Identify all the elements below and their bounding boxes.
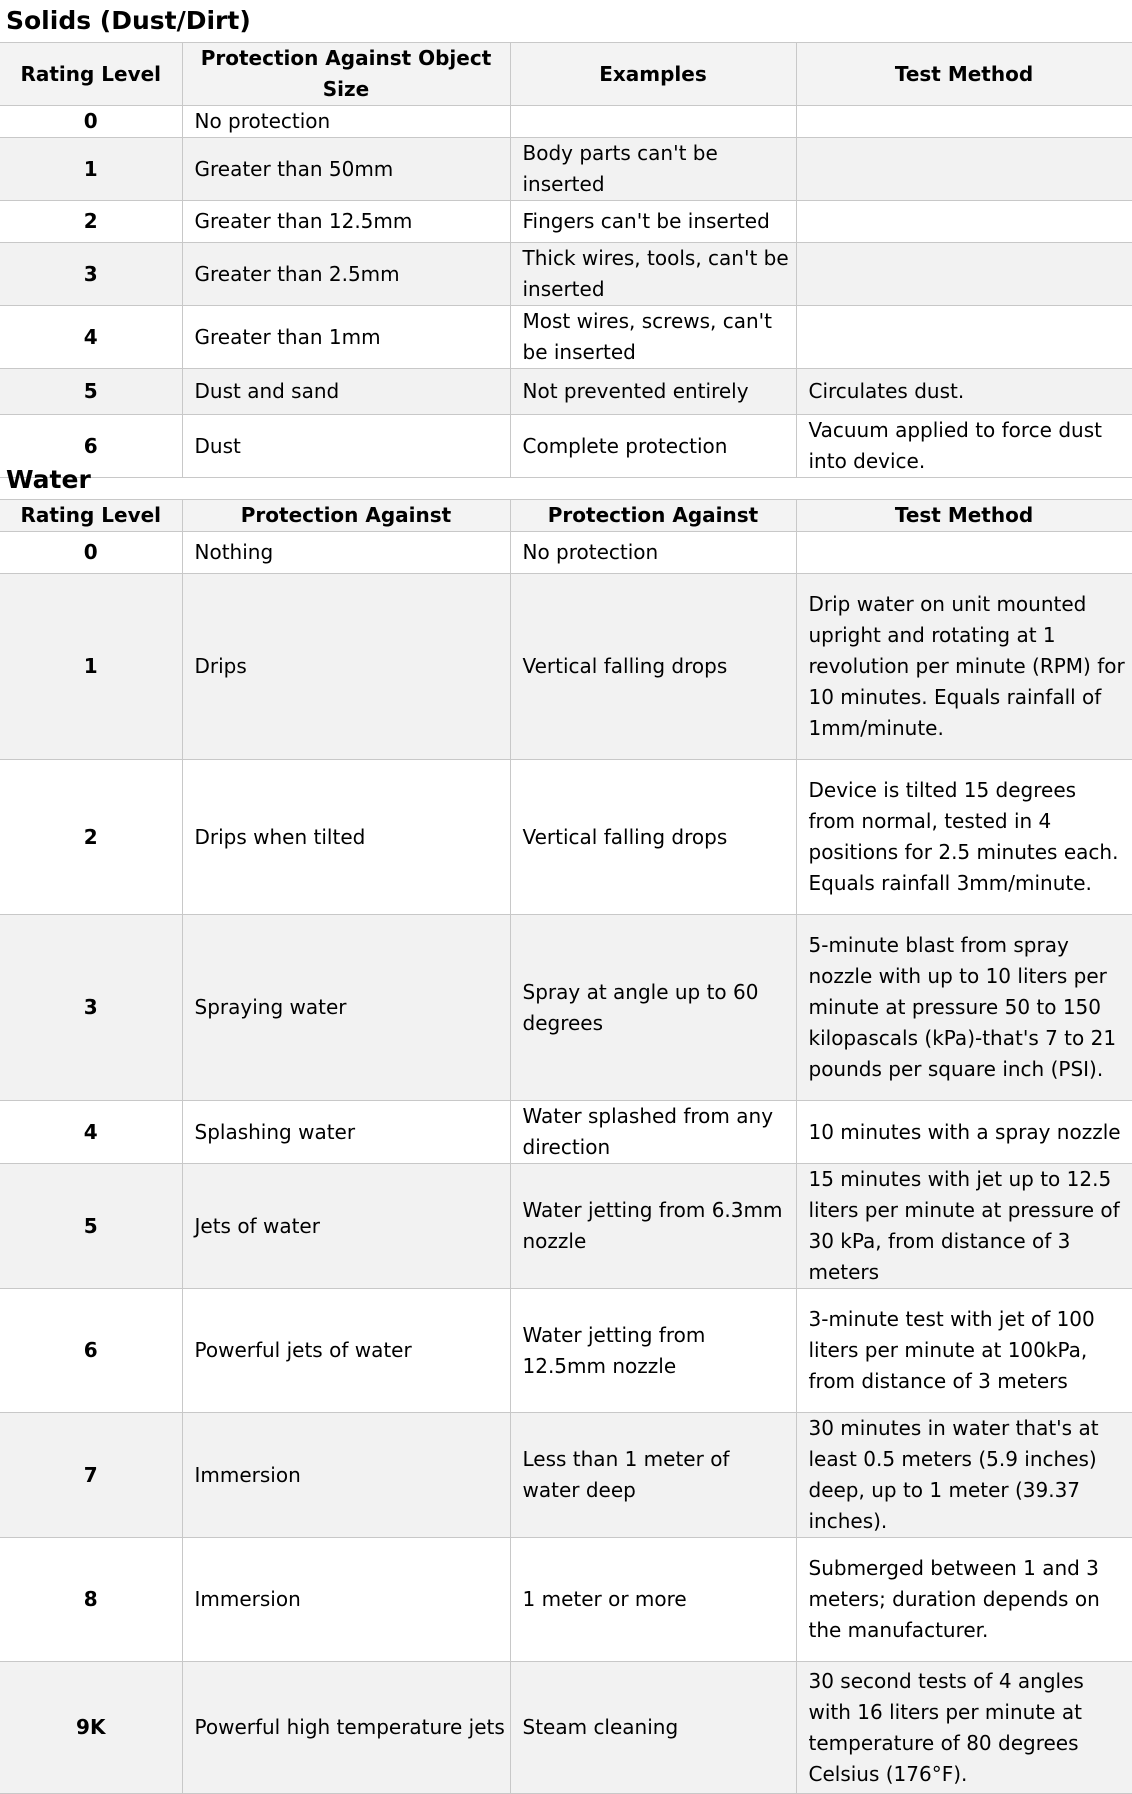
- test-method-cell: Vacuum applied to force dust into device.: [796, 415, 1132, 478]
- examples-cell: Not prevented entirely: [510, 369, 796, 415]
- table-row: [0, 369, 1132, 415]
- table-row: [0, 1662, 1132, 1794]
- test-method-cell: 30 second tests of 4 angles with 16 liters per minute at temperature of 80 degrees Celsius (176°F).: [796, 1662, 1132, 1794]
- table-row: [0, 201, 1132, 243]
- rating-level-cell: 7: [0, 1413, 182, 1538]
- protection-cell: Nothing: [182, 532, 510, 574]
- examples-cell: Thick wires, tools, can't be inserted: [510, 243, 796, 306]
- test-method-cell: [796, 201, 1132, 243]
- rating-level-cell: 1: [0, 574, 182, 760]
- rating-level-cell: 0: [0, 532, 182, 574]
- test-method-cell: [796, 532, 1132, 574]
- table-row: [0, 1538, 1132, 1662]
- rating-level-cell: 8: [0, 1538, 182, 1662]
- column-header: Examples: [510, 43, 796, 106]
- test-method-cell: Drip water on unit mounted upright and rotating at 1 revolution per minute (RPM) for 10 minutes. Equals rainfall of 1mm/minute.: [796, 574, 1132, 760]
- test-method-cell: [796, 243, 1132, 306]
- examples-cell: Vertical falling drops: [510, 760, 796, 915]
- rating-level-cell: 6: [0, 1289, 182, 1413]
- test-method-cell: 15 minutes with jet up to 12.5 liters per minute at pressure of 30 kPa, from distance of 3 meters: [796, 1164, 1132, 1289]
- column-header: Rating Level: [0, 43, 182, 106]
- rating-level-cell: 0: [0, 106, 182, 138]
- examples-cell: Body parts can't be inserted: [510, 138, 796, 201]
- test-method-cell: Device is tilted 15 degrees from normal, tested in 4 positions for 2.5 minutes each. Equals rainfall 3mm/minute.: [796, 760, 1132, 915]
- table-row: [0, 532, 1132, 574]
- protection-cell: Dust and sand: [182, 369, 510, 415]
- test-method-cell: [796, 106, 1132, 138]
- table-row: [0, 1413, 1132, 1538]
- rating-level-cell: 3: [0, 915, 182, 1101]
- protection-cell: Immersion: [182, 1413, 510, 1538]
- test-method-cell: Submerged between 1 and 3 meters; duration depends on the manufacturer.: [796, 1538, 1132, 1662]
- examples-cell: No protection: [510, 532, 796, 574]
- column-header: Test Method: [796, 43, 1132, 106]
- rating-level-cell: 1: [0, 138, 182, 201]
- table-row: [0, 1164, 1132, 1289]
- water-table: [0, 499, 1132, 1794]
- table-row: [0, 1289, 1132, 1413]
- rating-level-cell: 2: [0, 201, 182, 243]
- examples-cell: Less than 1 meter of water deep: [510, 1413, 796, 1538]
- column-header: Test Method: [796, 500, 1132, 532]
- protection-cell: Greater than 12.5mm: [182, 201, 510, 243]
- protection-cell: Dust: [182, 415, 510, 478]
- protection-cell: Drips when tilted: [182, 760, 510, 915]
- test-method-cell: [796, 138, 1132, 201]
- examples-cell: Spray at angle up to 60 degrees: [510, 915, 796, 1101]
- test-method-cell: 3-minute test with jet of 100 liters per minute at 100kPa, from distance of 3 meters: [796, 1289, 1132, 1413]
- rating-level-cell: 4: [0, 306, 182, 369]
- table-row: [0, 138, 1132, 201]
- test-method-cell: 5-minute blast from spray nozzle with up to 10 liters per minute at pressure 50 to 150 kilopascals (kPa)-that's 7 to 21 pounds per square inch (PSI).: [796, 915, 1132, 1101]
- examples-cell: Complete protection: [510, 415, 796, 478]
- test-method-cell: 30 minutes in water that's at least 0.5 meters (5.9 inches) deep, up to 1 meter (39.37 inches).: [796, 1413, 1132, 1538]
- examples-cell: Vertical falling drops: [510, 574, 796, 760]
- test-method-cell: [796, 306, 1132, 369]
- protection-cell: Greater than 2.5mm: [182, 243, 510, 306]
- rating-level-cell: 5: [0, 1164, 182, 1289]
- protection-cell: No protection: [182, 106, 510, 138]
- table-row: [0, 306, 1132, 369]
- water-section-title: Water: [6, 465, 91, 494]
- table-row: [0, 1101, 1132, 1164]
- protection-cell: Spraying water: [182, 915, 510, 1101]
- table-row: [0, 415, 1132, 478]
- table-row: [0, 106, 1132, 138]
- table-row: [0, 243, 1132, 306]
- examples-cell: Water jetting from 12.5mm nozzle: [510, 1289, 796, 1413]
- examples-cell: Steam cleaning: [510, 1662, 796, 1794]
- protection-cell: Greater than 1mm: [182, 306, 510, 369]
- examples-cell: Most wires, screws, can't be inserted: [510, 306, 796, 369]
- column-header: Protection Against: [510, 500, 796, 532]
- column-header: Rating Level: [0, 500, 182, 532]
- protection-cell: Greater than 50mm: [182, 138, 510, 201]
- protection-cell: Powerful high temperature jets: [182, 1662, 510, 1794]
- protection-cell: Jets of water: [182, 1164, 510, 1289]
- rating-level-cell: 2: [0, 760, 182, 915]
- examples-cell: Water jetting from 6.3mm nozzle: [510, 1164, 796, 1289]
- rating-level-cell: 4: [0, 1101, 182, 1164]
- protection-cell: Immersion: [182, 1538, 510, 1662]
- examples-cell: 1 meter or more: [510, 1538, 796, 1662]
- solids-section-title: Solids (Dust/Dirt): [6, 6, 251, 35]
- protection-cell: Splashing water: [182, 1101, 510, 1164]
- column-header: Protection Against Object Size: [182, 43, 510, 106]
- table-header-row: [0, 43, 1132, 106]
- examples-cell: Water splashed from any direction: [510, 1101, 796, 1164]
- column-header: Protection Against: [182, 500, 510, 532]
- table-row: [0, 574, 1132, 760]
- protection-cell: Drips: [182, 574, 510, 760]
- solids-table: [0, 42, 1132, 478]
- table-row: [0, 760, 1132, 915]
- rating-level-cell: 3: [0, 243, 182, 306]
- examples-cell: [510, 106, 796, 138]
- protection-cell: Powerful jets of water: [182, 1289, 510, 1413]
- table-header-row: [0, 500, 1132, 532]
- test-method-cell: Circulates dust.: [796, 369, 1132, 415]
- table-row: [0, 915, 1132, 1101]
- examples-cell: Fingers can't be inserted: [510, 201, 796, 243]
- rating-level-cell: 5: [0, 369, 182, 415]
- test-method-cell: 10 minutes with a spray nozzle: [796, 1101, 1132, 1164]
- rating-level-cell: 6: [0, 415, 182, 478]
- rating-level-cell: 9K: [0, 1662, 182, 1794]
